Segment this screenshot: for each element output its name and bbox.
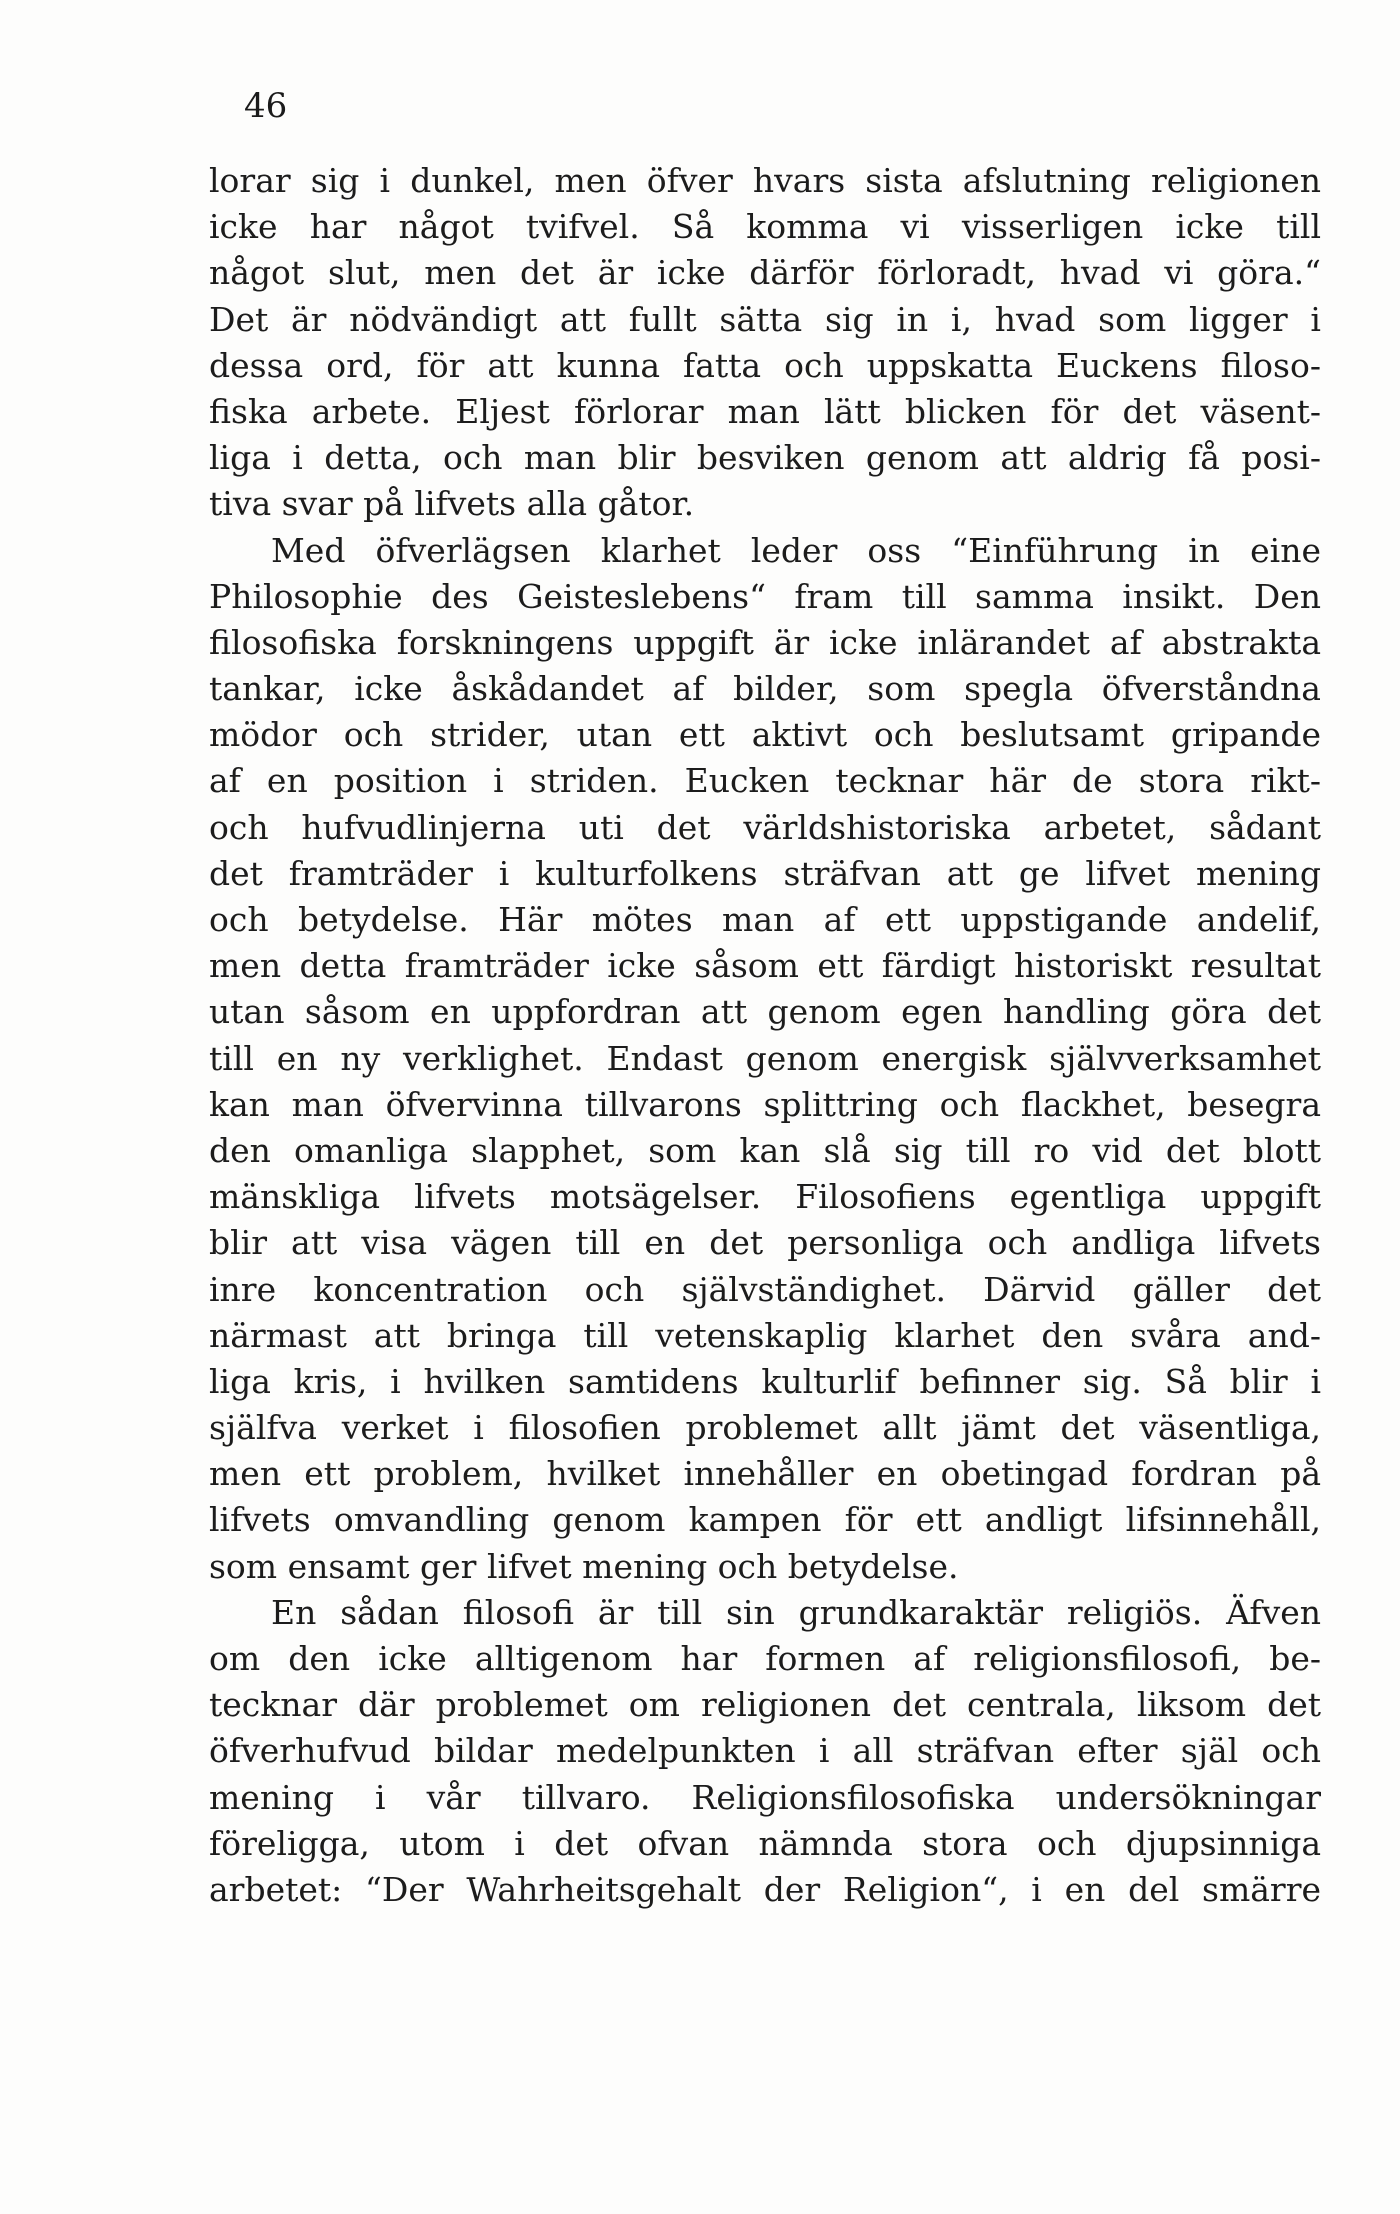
body-text [209, 158, 1321, 1913]
text-line: fiska arbete. Eljest förlorar man lätt blicken för det väsent- [209, 391, 1321, 431]
text-line: inre koncentration och självständighet. Därvid gäller det [209, 1269, 1321, 1309]
text-line: något slut, men det är icke därför förloradt, hvad vi göra.“ [209, 253, 1321, 293]
text-line: af en position i striden. Eucken tecknar här de stora rikt- [209, 761, 1321, 801]
text-line: det framträder i kulturfolkens sträfvan att ge lifvet mening [209, 853, 1321, 893]
text-line: kan man öfvervinna tillvarons splittring och flackhet, besegra [209, 1084, 1321, 1124]
text-line: blir att visa vägen till en det personliga och andliga lifvets [209, 1223, 1321, 1263]
text-line: icke har något tvifvel. Så komma vi visserligen icke till [209, 207, 1321, 247]
text-line: Philosophie des Geisteslebens“ fram till samma insikt. Den [209, 576, 1321, 616]
text-line: men detta framträder icke såsom ett färdigt historiskt resultat [209, 946, 1321, 986]
text-line: om den icke alltigenom har formen af religionsfilosofi, be- [209, 1639, 1321, 1678]
text-line: arbetet: “Der Wahrheitsgehalt der Religion“, i en del smärre [209, 1869, 1321, 1909]
text-line: öfverhufvud bildar medelpunkten i all sträfvan efter själ och [209, 1731, 1321, 1771]
text-line: och hufvudlinjerna uti det världshistoriska arbetet, sådant [209, 807, 1321, 847]
text-line: lorar sig i dunkel, men öfver hvars sista afslutning religionen [209, 161, 1321, 200]
text-line: utan såsom en uppfordran att genom egen handling göra det [209, 992, 1321, 1032]
text-line: liga i detta, och man blir besviken genom att aldrig få posi- [209, 438, 1321, 478]
paragraph-start-line: Med öfverlägsen klarhet leder oss “Einführung in eine [271, 530, 1321, 570]
text-line: lifvets omvandling genom kampen för ett andligt lifsinnehåll, [209, 1500, 1321, 1540]
text-line: och betydelse. Här mötes man af ett uppstigande andelif, [209, 900, 1321, 939]
text-line: föreligga, utom i det ofvan nämnda stora och djupsinniga [209, 1823, 1321, 1863]
paragraph-end-line: tiva svar på lifvets alla gåtor. [209, 484, 695, 524]
text-line: tecknar där problemet om religionen det centrala, liksom det [209, 1685, 1321, 1725]
text-line: mödor och strider, utan ett aktivt och beslutsamt gripande [209, 715, 1321, 755]
text-line: närmast att bringa till vetenskaplig klarhet den svåra and- [209, 1315, 1321, 1355]
text-line: tankar, icke åskådandet af bilder, som spegla öfverståndna [209, 669, 1321, 709]
text-line: mening i vår tillvaro. Religionsfilosofiska undersökningar [209, 1777, 1321, 1817]
text-line: Det är nödvändigt att fullt sätta sig in i, hvad som ligger i [209, 299, 1321, 339]
paragraph-start-line: En sådan filosofi är till sin grundkaraktär religiös. Äfven [271, 1592, 1321, 1632]
paragraph-end-line: som ensamt ger lifvet mening och betydelse. [209, 1546, 959, 1586]
text-line: liga kris, i hvilken samtidens kulturlif befinner sig. Så blir i [209, 1361, 1321, 1401]
text-line: mänskliga lifvets motsägelser. Filosofiens egentliga uppgift [209, 1177, 1321, 1217]
text-line: själfva verket i filosofien problemet allt jämt det väsentliga, [209, 1408, 1321, 1448]
page-number: 46 [244, 86, 288, 126]
text-line: den omanliga slapphet, som kan slå sig till ro vid det blott [209, 1130, 1321, 1170]
text-line: dessa ord, för att kunna fatta och uppskatta Euckens filoso- [209, 345, 1321, 385]
text-line: men ett problem, hvilket innehåller en obetingad fordran på [209, 1454, 1321, 1494]
text-line: till en ny verklighet. Endast genom energisk självverksamhet [209, 1038, 1321, 1078]
text-line: filosofiska forskningens uppgift är icke inlärandet af abstrakta [209, 622, 1321, 662]
